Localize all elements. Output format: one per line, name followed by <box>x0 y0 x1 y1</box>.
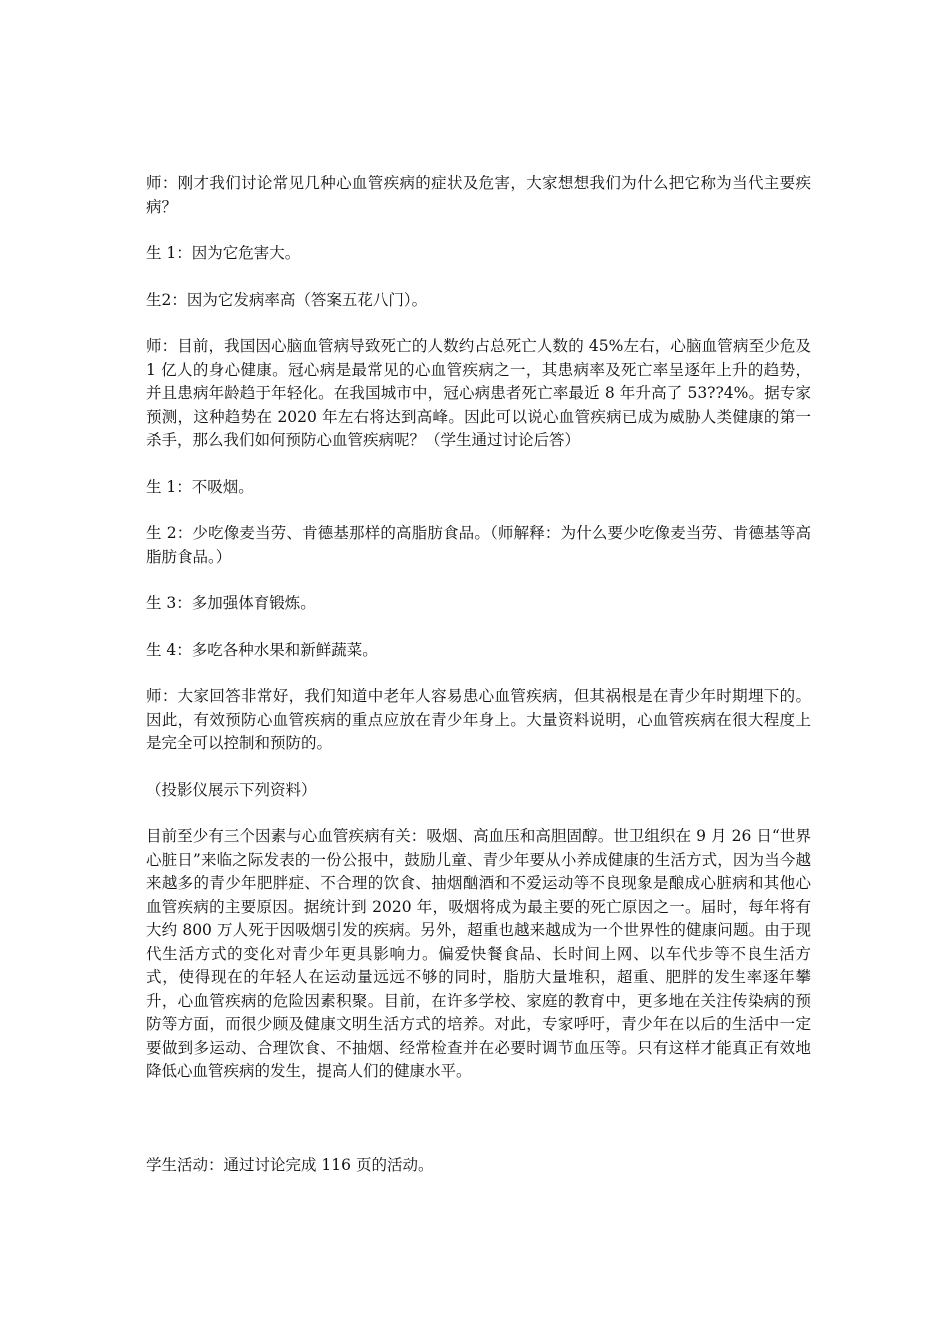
document-body <box>146 172 811 1177</box>
reference-material-paragraph: 目前至少有三个因素与心血管疾病有关：吸烟、高血压和高胆固醇。世卫组织在 9 月 26 日“世界心脏日”来临之际发表的一份公报中，鼓励儿童、青少年要从小养成健康的生活方式，因为当今越来越多的青少年肥胖症、不合理的饮食、抽烟酗酒和不爱运动等不良现象是酿成心脏病和其他心血管疾病的主要原因。据统计到 2020 年，吸烟将成为最主要的死亡原因之一。届时，每年将有大约 800 万人死于因吸烟引发的疾病。另外，超重也越来越成为一个世界性的健康问题。由于现代生活方式的变化对青少年更具影响力。偏爱快餐食品、长时间上网、以车代步等不良生活方式，使得现在的年轻人在运动量远远不够的同时，脂肪大量堆积，超重、肥胖的发生率逐年攀升，心血管疾病的危险因素积聚。目前，在许多学校、家庭的教育中，更多地在关注传染病的预防等方面，而很少顾及健康文明生活方式的培养。对此，专家呼吁，青少年在以后的生活中一定要做到多运动、合理饮食、不抽烟、经常检查并在必要时调节血压等。只有这样才能真正有效地降低心血管疾病的发生，提高人们的健康水平。 <box>146 827 811 1080</box>
student-1-prevention-answer: 生 1：不吸烟。 <box>146 477 254 496</box>
teacher-summary-paragraph: 师：大家回答非常好，我们知道中老年人容易患心血管疾病，但其祸根是在青少年时期埋下的。因此，有效预防心血管疾病的重点应放在青少年身上。大量资料说明，心血管疾病在很大程度上是完全可以控制和预防的。 <box>146 687 811 752</box>
teacher-statistics-paragraph: 师：目前，我国因心脑血管病导致死亡的人数约占总死亡人数的 45%左右，心脑血管病至少危及 1 亿人的身心健康。冠心病是最常见的心血管疾病之一，其患病率及死亡率呈逐年上升的趋势，并且患病年龄趋于年轻化。在我国城市中，冠心病患者死亡率最近 8 年升高了 53??4%。据专家预测，这种趋势在 2020 年左右将达到高峰。因此可以说心血管疾病已成为威胁人类健康的第一杀手，那么我们如何预防心血管疾病呢？（学生通过讨论后答） <box>146 337 811 449</box>
student-3-prevention-answer: 生 3：多加强体育锻炼。 <box>146 594 316 612</box>
student-activity-line: 学生活动：通过讨论完成 116 页的活动。 <box>146 1155 434 1174</box>
student-1-answer: 生 1：因为它危害大。 <box>146 244 301 262</box>
student-4-prevention-answer: 生 4：多吃各种水果和新鲜蔬菜。 <box>146 640 378 659</box>
student-2-prevention-answer: 生 2：少吃像麦当劳、肯德基那样的高脂肪食品。（师解释：为什么要少吃像麦当劳、肯德基等高脂肪食品。） <box>146 524 811 566</box>
projector-note: （投影仪展示下列资料） <box>146 780 317 799</box>
student-2-answer: 生2：因为它发病率高（答案五花八门）。 <box>146 290 428 309</box>
teacher-question-paragraph: 师：刚才我们讨论常见几种心血管疾病的症状及危害，大家想想我们为什么把它称为当代主要疾病？ <box>146 174 811 216</box>
